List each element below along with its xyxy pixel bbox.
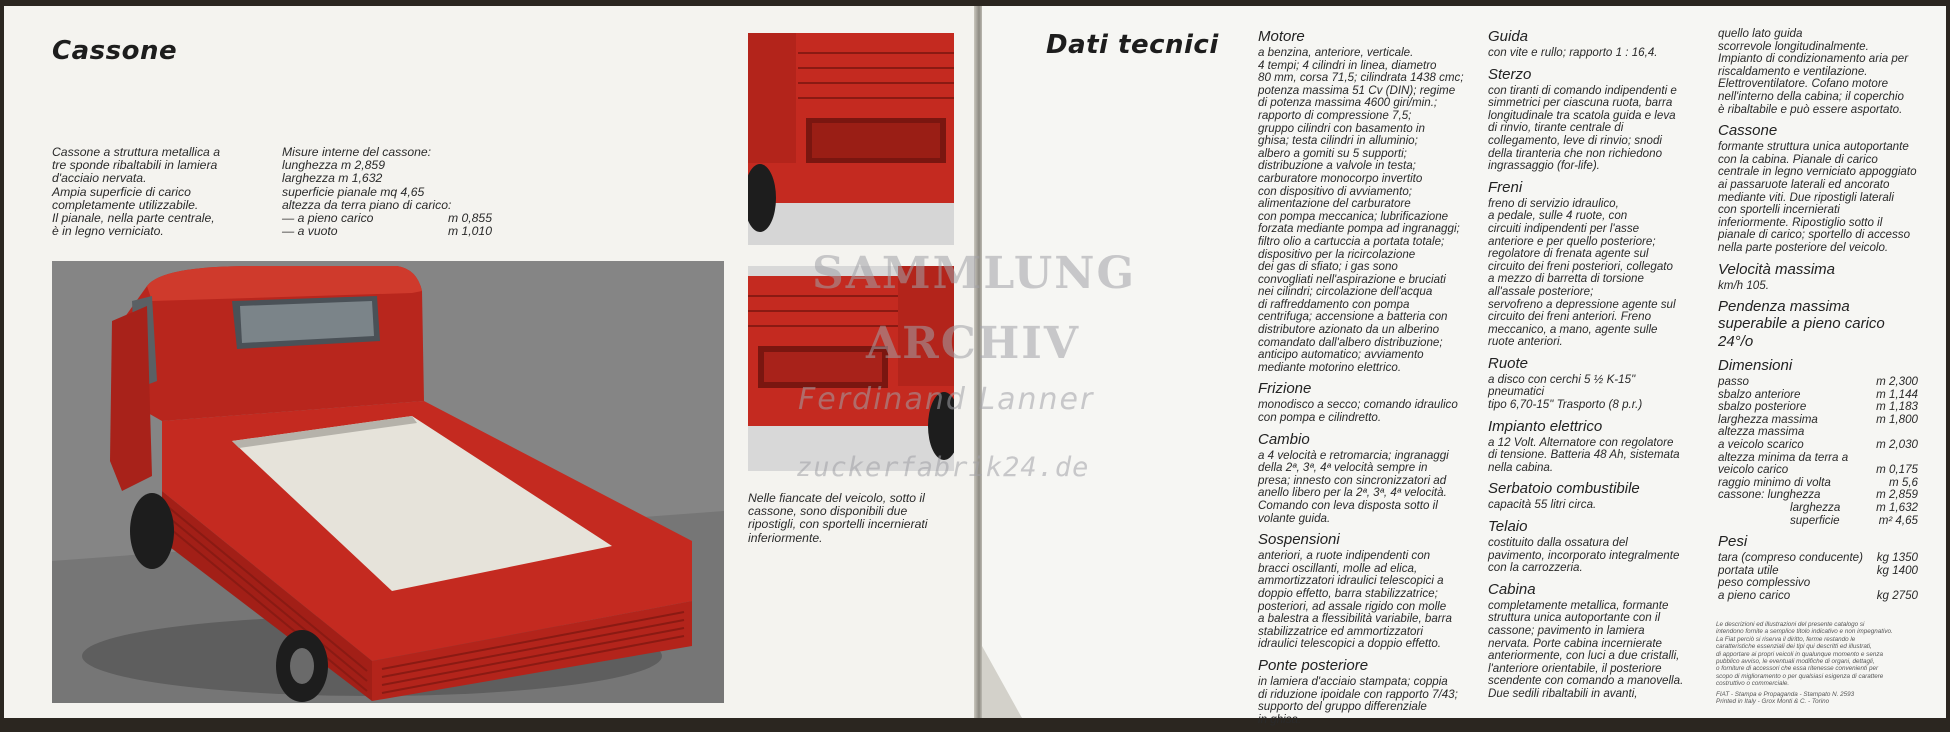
spec-line: con vite e rullo; rapporto 1 : 16,4. (1488, 46, 1658, 59)
intro-text (52, 146, 242, 238)
spec-section (1488, 480, 1704, 512)
spec-line: costituito dalla ossatura del (1488, 536, 1628, 550)
spec-line: in ghisa. (1258, 712, 1302, 726)
spec-heading: Guida (1488, 28, 1529, 45)
spec-line: dispositivo per la ricircolazione (1258, 247, 1416, 261)
measure-label: — a pieno carico (282, 211, 374, 226)
spec-section (1258, 531, 1483, 651)
dimension-value: m 2,300 (1876, 375, 1918, 389)
spec-line: di riduzione ipoidale con rapporto 7/43; (1258, 687, 1458, 701)
side-compartment-photo-top (748, 33, 954, 245)
spec-heading: Serbatoio combustibile (1488, 480, 1640, 498)
dimension-row (1718, 439, 1918, 452)
spec-heading: Sterzo (1488, 65, 1532, 83)
spec-line: pavimento, incorporato integralmente (1488, 548, 1680, 562)
intro-line: è in legno verniciato. (52, 224, 164, 239)
spec-line: con pompa e cilindretto. (1258, 411, 1382, 425)
spec-line: ghisa; testa cilindri in alluminio; (1258, 134, 1418, 148)
spec-line: supporto del gruppo differenziale (1258, 700, 1427, 714)
spec-line: di raffreddamento con pompa (1258, 297, 1410, 311)
spec-line: completamente metallica, formante (1488, 598, 1669, 612)
spec-section (1258, 380, 1483, 424)
spec-line: in lamiera d'acciaio stampata; coppia (1258, 674, 1448, 688)
caption-line: inferiormente. (748, 530, 823, 545)
spec-line: inferiormente. Ripostiglio sotto il (1718, 215, 1883, 229)
spec-line: monodisco a secco; comando idraulico (1258, 398, 1458, 412)
spec-line: circuito dei freni posteriori, collegato (1488, 259, 1673, 273)
footnote-line: o forniture di accessori che essa ritenesse convenienti per (1716, 665, 1879, 673)
spec-line: a balestra a flessibilità variabile, barra (1258, 612, 1452, 626)
spec-line: alimentazione del carburatore (1258, 197, 1411, 211)
footnote-line: pubblico avviso, le eventuali modifiche di organi, dettagli, (1716, 658, 1875, 666)
intro-line: Ampia superficie di carico (52, 184, 191, 199)
spec-section (1718, 28, 1918, 116)
dimension-value: kg 1350 (1876, 551, 1918, 565)
spec-line: a disco con cerchi 5 ½ K-15" (1488, 372, 1636, 386)
spec-section (1488, 518, 1704, 575)
spec-line: convogliati nell'aspirazione e bruciati (1258, 272, 1446, 286)
dimension-value: m 1,632 (1876, 501, 1918, 515)
spec-line: scorrevole longitudinalmente. (1718, 39, 1869, 53)
spec-column-2 (1488, 28, 1704, 707)
spec-line: centrifuga; accensione a batteria con (1258, 310, 1448, 324)
spec-line: doppio effetto, barra stabilizzatrice; (1258, 586, 1438, 600)
footnote-line: scopo di miglioramento o per qualsiasi esigenza di carattere (1716, 672, 1884, 680)
spec-section (1258, 657, 1483, 726)
compartment-illustration (748, 33, 954, 245)
spec-heading: Sospensioni (1258, 531, 1340, 549)
measure-line: larghezza m 1,632 (282, 171, 383, 186)
dimension-label: portata utile (1718, 563, 1779, 577)
truck-illustration (52, 261, 724, 703)
spec-line: con la cabina. Pianale di carico (1718, 152, 1878, 166)
spec-line: capacità 55 litri circa. (1488, 498, 1597, 512)
dimension-value: m 1,144 (1876, 387, 1918, 401)
spec-line: con sportelli incernierati (1718, 203, 1840, 217)
spec-line: bracci oscillanti, molle ad elica, (1258, 561, 1418, 575)
spec-line: della 2ª, 3ª, 4ª velocità sempre in (1258, 461, 1428, 475)
spec-line: l'anteriore orientabile, il posteriore (1488, 661, 1662, 675)
spec-line: regolatore di frenata agente sul (1488, 247, 1649, 261)
spec-line: longitudinale tra scatola guida e leva (1488, 108, 1676, 122)
spec-line: mediante motorino elettrico. (1258, 360, 1402, 374)
spec-section (1488, 28, 1704, 60)
spec-line: di rinvio, tirante centrale di (1488, 121, 1624, 135)
spec-line: all'assale posteriore; (1488, 284, 1594, 298)
spec-heading: Cambio (1258, 430, 1310, 448)
spec-section (1718, 261, 1918, 293)
measures-block (282, 146, 492, 238)
watermark-line: SAMMLUNG (812, 248, 1137, 299)
spec-heading: Freni (1488, 178, 1523, 196)
spec-column-1 (1258, 28, 1483, 732)
dimension-row (1718, 502, 1918, 515)
spec-line: dei gas di sfiato; i gas sono (1258, 260, 1398, 274)
spec-heading: Frizione (1258, 380, 1312, 398)
spec-line: 4 tempi; 4 cilindri in linea, diametro (1258, 58, 1437, 72)
caption-line: cassone, sono disponibili due (748, 504, 908, 519)
spec-line: a mezzo di barretta di torsione (1488, 272, 1644, 286)
dimension-label: larghezza (1790, 501, 1841, 515)
spec-line: ammortizzatori idraulici telescopici a (1258, 574, 1444, 588)
spec-line: di tensione. Batteria 48 Ah, sistemata (1488, 448, 1680, 462)
measure-row (282, 225, 492, 238)
spec-line: Comando con leva disposta sotto il (1258, 499, 1438, 512)
footnote-line: intendono fornite a semplice titolo indicativo e non impegnativo. (1716, 628, 1893, 636)
measure-line: superficie pianale mq 4,65 (282, 184, 425, 199)
intro-line: Il pianale, nella parte centrale, (52, 211, 215, 226)
caption-line: ripostigli, con sportelli incernierati (748, 517, 928, 532)
spec-section (1718, 298, 1918, 351)
spec-line: a 4 velocità e retromarcia; ingranaggi (1258, 448, 1449, 462)
truck-photo (52, 261, 724, 703)
intro-line: d'acciaio nervata. (52, 171, 147, 186)
page-title-dati-tecnici: Dati tecnici (1046, 30, 1219, 60)
spec-section (1258, 431, 1483, 526)
measure-line: altezza da terra piano di carico: (282, 197, 452, 212)
footnote-line: Printed in Italy - Grox Monti & C. - Torino (1716, 698, 1830, 706)
dimension-label: sbalzo anteriore (1718, 387, 1801, 401)
footnote-line: Le descrizioni ed illustrazioni del presente catalogo si (1716, 621, 1865, 628)
dimension-label: tara (compreso conducente) (1718, 551, 1863, 565)
spec-line: cassone; pavimento in lamiera (1488, 624, 1645, 637)
spec-line: anteriormente, con luci a due cristalli, (1488, 649, 1680, 663)
measures-title: Misure interne del cassone: (282, 145, 432, 159)
dimension-label: veicolo carico (1718, 463, 1789, 477)
spec-line: nei cilindri; circolazione dell'acqua (1258, 285, 1433, 299)
spec-line: ai passaruote laterali ed ancorato (1718, 177, 1890, 191)
intro-line: tre sponde ribaltabili in lamiera (52, 158, 218, 173)
spec-line: circuiti indipendenti per l'asse (1488, 221, 1640, 235)
spec-line: potenza massima 51 Cv (DIN); regime (1258, 83, 1456, 97)
spec-section (1488, 66, 1704, 173)
spec-line: stabilizzatrice ed ammortizzatori (1258, 624, 1423, 638)
spec-line: Impianto di condizionamento aria per (1718, 52, 1909, 66)
dimension-value: kg 1400 (1876, 563, 1918, 577)
spec-line: freno di servizio idraulico, (1488, 196, 1619, 210)
dimension-label: superficie (1790, 513, 1840, 527)
spec-line: con dispositivo di avviamento; (1258, 184, 1413, 198)
watermark-line: Ferdinand Lanner (798, 382, 1095, 417)
spec-line: nella parte posteriore del veicolo. (1718, 240, 1889, 254)
watermark-line: ARCHIV (866, 318, 1081, 369)
measure-value: m 1,010 (447, 224, 492, 239)
spec-line: collegamento, leve di rinvio; snodi (1488, 133, 1663, 147)
dimension-label: sbalzo posteriore (1718, 400, 1807, 414)
spec-heading: Dimensioni (1718, 357, 1793, 375)
spec-line: volante guida. (1258, 511, 1331, 525)
spec-line: 80 mm, corsa 71,5; cilindrata 1438 cmc; (1258, 71, 1464, 85)
footnote-line: caratteristiche essenziali dei tipi qui descritti ed illustrati, (1716, 643, 1872, 651)
spec-line: con tiranti di comando indipendenti e (1488, 83, 1677, 97)
dimension-value: m 2,859 (1876, 488, 1918, 502)
dimension-value: m 5,6 (1889, 475, 1918, 489)
spec-heading: Impianto elettrico (1488, 417, 1603, 435)
spec-line: mediante viti. Due ripostigli laterali (1718, 190, 1894, 204)
spec-line: forzata mediante pompa ad ingranaggi; (1258, 222, 1460, 236)
spec-line: a benzina, anteriore, verticale. (1258, 46, 1414, 59)
spec-line: idraulici telescopici a doppio effetto. (1258, 637, 1442, 651)
spec-line: ingrassaggio (for-life). (1488, 159, 1600, 173)
intro-line: Cassone a struttura metallica a (52, 145, 220, 159)
dimension-row (1718, 590, 1918, 603)
spec-section (1488, 179, 1704, 349)
spec-line: nell'interno della cabina; il coperchio (1718, 89, 1904, 103)
spec-column-3 (1718, 28, 1918, 609)
footnote-line: di apportare ai propri veicoli in qualunque momento e senza (1716, 650, 1883, 658)
spec-line: con pompa meccanica; lubrificazione (1258, 209, 1449, 223)
spec-line: con la carrozzeria. (1488, 561, 1583, 575)
spec-line: distribuzione a valvole in testa; (1258, 159, 1416, 173)
page-title-cassone: Cassone (52, 36, 178, 66)
spec-line: carburatore monocorpo invertito (1258, 171, 1423, 185)
spec-line: di potenza massima 4600 giri/min.; (1258, 96, 1438, 110)
spec-line: albero a gomiti su 5 supporti; (1258, 146, 1407, 160)
spec-line: a pedale, sulle 4 ruote, con (1488, 209, 1628, 223)
intro-line: completamente utilizzabile. (52, 197, 199, 212)
spec-line: distributore azionato da un alberino (1258, 323, 1440, 337)
spec-line: meccanico, a mano, agente sulle (1488, 322, 1658, 336)
spec-line: simmetrici per ciascuna ruota, barra (1488, 96, 1673, 110)
dimension-row (1718, 552, 1918, 565)
dimension-row (1718, 376, 1918, 389)
spec-line: centrale in legno verniciato appoggiato (1718, 165, 1917, 179)
page-corner-fold (982, 646, 1052, 718)
dimension-value: m 1,183 (1876, 400, 1918, 414)
spec-line: filtro olio a cartuccia a portata totale; (1258, 234, 1445, 248)
photo-caption (748, 492, 958, 545)
spec-line: è ribaltabile e può essere asportato. (1718, 102, 1903, 116)
spec-heading: Pesi (1718, 533, 1748, 551)
dimension-label: raggio minimo di volta (1718, 475, 1831, 489)
spec-line: posteriori, ad assale rigido con molle (1258, 599, 1447, 613)
spec-heading: Cassone (1718, 122, 1778, 140)
spec-section (1258, 28, 1483, 374)
spec-line: presa; innesto con sincronizzatori ad (1258, 473, 1447, 487)
spec-section (1488, 581, 1704, 701)
dimension-label: a veicolo scarico (1718, 438, 1804, 452)
spec-line: ruote anteriori. (1488, 335, 1563, 349)
spec-line: Due sedili ribaltabili in avanti, (1488, 686, 1638, 700)
spec-line: quello lato guida (1718, 27, 1803, 40)
spec-heading: Ponte posteriore (1258, 656, 1369, 674)
spec-line: gruppo cilindri con basamento in (1258, 121, 1425, 135)
spec-line: pianale di carico; sportello di accesso (1718, 228, 1911, 242)
dimension-row (1718, 515, 1918, 528)
spec-line: pneumatici (1488, 385, 1545, 399)
spec-line: tipo 6,70-15" Trasporto (8 p.r.) (1488, 398, 1643, 412)
spec-section (1488, 418, 1704, 475)
spec-heading: Cabina (1488, 580, 1536, 598)
spec-section (1488, 355, 1704, 412)
spec-line: circuito dei freni anteriori. Freno (1488, 310, 1652, 324)
dimension-value: kg 2750 (1876, 589, 1918, 602)
spec-line: nervata. Porte cabina incernierate (1488, 636, 1663, 650)
spec-line: anello libero per la 2ª, 3ª, 4ª velocità. (1258, 486, 1447, 500)
spec-heading: Telaio (1488, 518, 1528, 536)
footnote-line: FIAT - Stampa e Propaganda - Stampato N. 2593 (1716, 690, 1855, 698)
measure-line: lunghezza m 2,859 (282, 158, 385, 173)
spec-line: Elettroventilatore. Cofano motore (1718, 77, 1889, 91)
spec-heading: superabile a pieno carico 24°/o (1718, 315, 1885, 351)
dimension-label: altezza minima da terra a (1718, 450, 1849, 464)
spec-line: riscaldamento e ventilazione. (1718, 64, 1868, 78)
dimension-label: altezza massima (1718, 425, 1805, 439)
left-page (4, 6, 976, 718)
spec-line: della tiranteria che non richiedono (1488, 146, 1663, 160)
dimension-value: m 1,800 (1876, 412, 1918, 426)
spec-line: scendente con comando a manovella. (1488, 674, 1684, 688)
spec-line: struttura unica autoportante con il (1488, 611, 1661, 625)
spec-line: rapporto di compressione 7,5; (1258, 108, 1412, 122)
spec-heading: Velocità massima (1718, 260, 1835, 278)
footnote-line: costruttivo o commerciale. (1716, 680, 1790, 688)
spec-line: comandato dall'albero distribuzione; (1258, 335, 1443, 349)
spec-line: anteriore e per quello posteriore; (1488, 234, 1656, 248)
caption-line: Nelle fiancate del veicolo, sotto il (748, 491, 925, 505)
spec-heading: Motore (1258, 28, 1305, 45)
spec-heading: Ruote (1488, 354, 1529, 372)
dimension-label: peso complessivo (1718, 576, 1811, 590)
dimension-row (1718, 464, 1918, 477)
spec-line: a 12 Volt. Alternatore con regolatore (1488, 435, 1674, 449)
spec-section (1718, 533, 1918, 602)
spec-line: anticipo automatico; avviamento (1258, 348, 1424, 362)
dimension-value: m 0,175 (1876, 463, 1918, 477)
watermark-line: zuckerfabrik24.de (796, 452, 1090, 483)
measure-label: — a vuoto (282, 224, 338, 239)
dimension-label: a pieno carico (1718, 589, 1791, 602)
footnote-line: La Fiat perciò si riserva il diritto, ferme restando le (1716, 635, 1856, 643)
dimension-label: larghezza massima (1718, 412, 1818, 426)
legal-footnote (1716, 621, 1922, 705)
dimension-value: m 2,030 (1876, 438, 1918, 452)
measure-value: m 0,855 (447, 211, 492, 226)
dimension-label: cassone: lunghezza (1718, 488, 1821, 502)
dimension-label: passo (1718, 375, 1749, 389)
spec-line: nella cabina. (1488, 460, 1554, 474)
spec-section (1718, 357, 1918, 527)
spec-line: formante struttura unica autoportante (1718, 140, 1909, 154)
spec-line: anteriori, a ruote indipendenti con (1258, 549, 1431, 563)
spec-line: km/h 105. (1718, 278, 1769, 292)
spec-section (1718, 122, 1918, 254)
dimension-value: m² 4,65 (1878, 513, 1918, 527)
spec-heading: Pendenza massima (1718, 298, 1850, 316)
dimension-row (1718, 401, 1918, 414)
spec-line: servofreno a depressione agente sul (1488, 297, 1676, 311)
